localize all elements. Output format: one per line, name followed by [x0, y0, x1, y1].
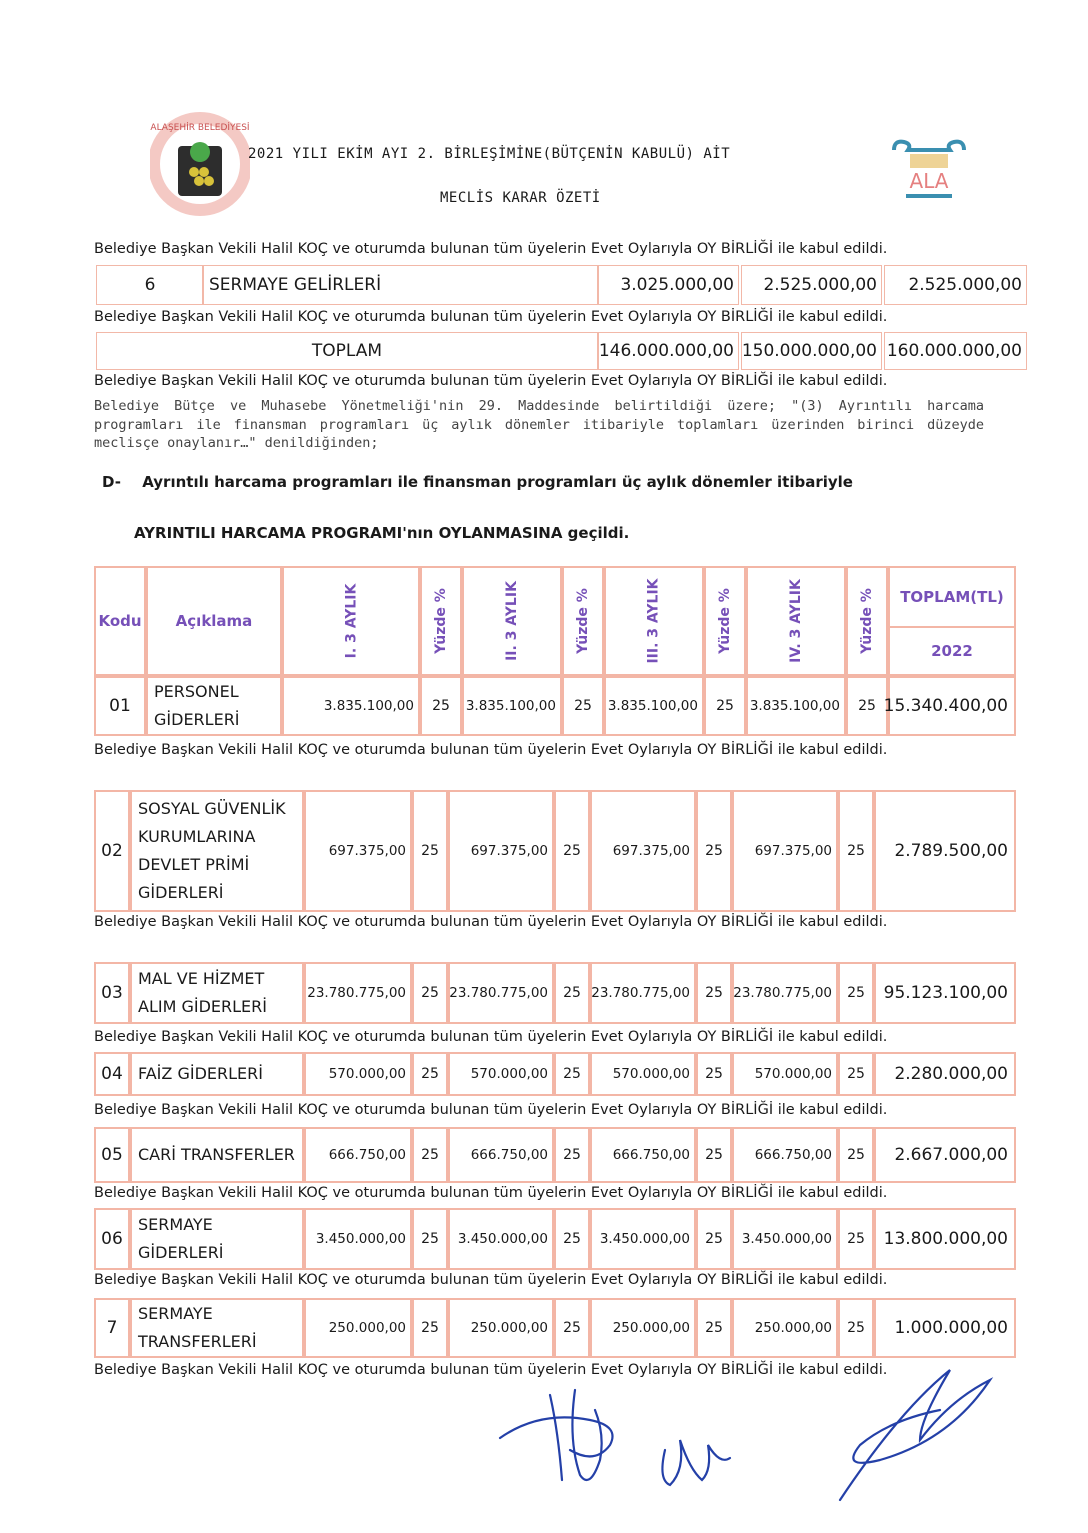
row-percentage: 25: [554, 790, 590, 912]
section-d-line1: Ayrıntılı harcama programları ile finansman programları üç aylık dönemler itibariyle: [142, 473, 853, 491]
row-code: 6: [96, 265, 204, 305]
row-description: [130, 962, 304, 1024]
header-year: 2022: [888, 626, 1016, 676]
row-percentage: 25: [838, 1127, 874, 1183]
header-q2-label: II. 3 AYLIK: [504, 581, 520, 661]
header-description: Açıklama: [146, 566, 282, 676]
row-percentage: 25: [704, 676, 746, 736]
row-label: SERMAYE GELİRLERİ: [202, 265, 598, 305]
vote-result-text: Belediye Başkan Vekili Halil KOÇ ve oturumda bulunan tüm üyelerin Evet Oylarıyla OY BİRLİĞİ ile kabul edildi.: [94, 1185, 888, 1201]
header-q4-label: IV. 3 AYLIK: [787, 579, 804, 663]
row-percentage: 25: [696, 1052, 732, 1096]
row-code: 06: [94, 1208, 130, 1270]
row-description-line: CARİ TRANSFERLER: [138, 1145, 295, 1164]
row-description-line: GİDERLERİ: [138, 1243, 224, 1262]
row-description: [130, 1298, 304, 1358]
row-percentage: 25: [412, 962, 448, 1024]
vote-result-text: Belediye Başkan Vekili Halil KOÇ ve oturumda bulunan tüm üyelerin Evet Oylarıyla OY BİRLİĞİ ile kabul edildi.: [94, 914, 888, 930]
row-quarter-amount: 666.750,00: [448, 1127, 554, 1183]
row-description-line: KURUMLARINA: [138, 827, 256, 846]
row-percentage: 25: [838, 962, 874, 1024]
row-quarter-amount: 3.835.100,00: [282, 676, 420, 736]
header-total: TOPLAM(TL): [888, 566, 1016, 628]
row-description: [130, 1127, 304, 1183]
header-q4: [746, 566, 846, 676]
row-percentage: 25: [412, 1127, 448, 1183]
row-percentage: 25: [846, 676, 888, 736]
row-percentage: 25: [554, 1127, 590, 1183]
row-percentage: 25: [838, 1052, 874, 1096]
total-value: 150.000.000,00: [741, 332, 882, 370]
header-q1: [282, 566, 420, 676]
row-percentage: 25: [412, 1052, 448, 1096]
row-quarter-amount: 3.450.000,00: [732, 1208, 838, 1270]
section-d-heading: [102, 473, 853, 491]
row-description-line: DEVLET PRİMİ: [138, 855, 250, 874]
vote-result-text: Belediye Başkan Vekili Halil KOÇ ve oturumda bulunan tüm üyelerin Evet Oylarıyla OY BİRLİĞİ ile kabul edildi.: [94, 1102, 888, 1118]
row-quarter-amount: 570.000,00: [304, 1052, 412, 1096]
total-label: TOPLAM: [96, 332, 598, 370]
row-quarter-amount: 666.750,00: [304, 1127, 412, 1183]
row-quarter-amount: 3.835.100,00: [746, 676, 846, 736]
header-pct-label: Yüzde %: [859, 588, 875, 654]
row-description-line: SERMAYE: [138, 1304, 213, 1323]
row-quarter-amount: 23.780.775,00: [590, 962, 696, 1024]
row-percentage: 25: [696, 962, 732, 1024]
row-description: [146, 676, 282, 736]
header-code: Kodu: [94, 566, 146, 676]
header-pct: [562, 566, 604, 676]
section-d-prefix: D-: [102, 473, 121, 491]
vote-result-text: Belediye Başkan Vekili Halil KOÇ ve oturumda bulunan tüm üyelerin Evet Oylarıyla OY BİRLİĞİ ile kabul edildi.: [94, 1362, 888, 1378]
row-quarter-amount: 697.375,00: [304, 790, 412, 912]
row-percentage: 25: [554, 962, 590, 1024]
row-total: 2.789.500,00: [874, 790, 1016, 912]
row-value: 3.025.000,00: [598, 265, 739, 305]
row-percentage: 25: [696, 1208, 732, 1270]
header-pct-label: Yüzde %: [575, 588, 591, 654]
ala-logo: [888, 136, 970, 206]
row-description-line: SOSYAL GÜVENLİK: [138, 799, 286, 818]
row-description: [130, 790, 304, 912]
ala-logo-text: ALA: [909, 169, 949, 193]
header-pct-label: Yüzde %: [433, 588, 449, 654]
header-q3-label: III. 3 AYLIK: [645, 578, 662, 664]
logo-lettering: ALAŞEHİR BELEDİYESİ: [150, 123, 250, 133]
row-value: 2.525.000,00: [884, 265, 1027, 305]
row-quarter-amount: 697.375,00: [448, 790, 554, 912]
row-percentage: 25: [838, 1208, 874, 1270]
row-quarter-amount: 3.450.000,00: [590, 1208, 696, 1270]
row-quarter-amount: 250.000,00: [590, 1298, 696, 1358]
row-code: 04: [94, 1052, 130, 1096]
total-value: 146.000.000,00: [598, 332, 739, 370]
regulation-paragraph: Belediye Bütçe ve Muhasebe Yönetmeliği'nin 29. Maddesinde belirtildiği üzere; "(3) Ayrıntılı harcama programları ile finansman programları üç aylık dönemler itibariyle toplamları üzerinden birinci düzeyde meclisçe onaylanır…" denildiğinden;: [94, 398, 984, 451]
row-percentage: 25: [696, 790, 732, 912]
header-pct: [846, 566, 888, 676]
row-quarter-amount: 250.000,00: [732, 1298, 838, 1358]
total-value: 160.000.000,00: [884, 332, 1027, 370]
document-title: 2021 YILI EKİM AYI 2. BİRLEŞİMİNE(BÜTÇENİN KABULÜ) AİT: [248, 146, 731, 162]
row-quarter-amount: 666.750,00: [590, 1127, 696, 1183]
row-percentage: 25: [838, 790, 874, 912]
row-percentage: 25: [562, 676, 604, 736]
row-percentage: 25: [412, 1298, 448, 1358]
row-percentage: 25: [554, 1298, 590, 1358]
row-percentage: 25: [696, 1127, 732, 1183]
row-code: 02: [94, 790, 130, 912]
row-quarter-amount: 23.780.775,00: [448, 962, 554, 1024]
row-value: 2.525.000,00: [741, 265, 882, 305]
row-description-line: MAL VE HİZMET: [138, 969, 265, 988]
row-description-line: PERSONEL: [154, 682, 239, 701]
vote-result-text: Belediye Başkan Vekili Halil KOÇ ve oturumda bulunan tüm üyelerin Evet Oylarıyla OY BİRLİĞİ ile kabul edildi.: [94, 1272, 888, 1288]
row-percentage: 25: [420, 676, 462, 736]
row-quarter-amount: 3.450.000,00: [448, 1208, 554, 1270]
row-quarter-amount: 23.780.775,00: [732, 962, 838, 1024]
row-description: [130, 1052, 304, 1096]
row-quarter-amount: 697.375,00: [732, 790, 838, 912]
row-quarter-amount: 3.835.100,00: [462, 676, 562, 736]
row-description-line: ALIM GİDERLERİ: [138, 997, 267, 1016]
row-quarter-amount: 3.450.000,00: [304, 1208, 412, 1270]
row-quarter-amount: 570.000,00: [448, 1052, 554, 1096]
row-description-line: TRANSFERLERİ: [138, 1332, 257, 1351]
row-code: 05: [94, 1127, 130, 1183]
header-pct-label: Yüzde %: [717, 588, 733, 654]
vote-result-text: Belediye Başkan Vekili Halil KOÇ ve oturumda bulunan tüm üyelerin Evet Oylarıyla OY BİRLİĞİ ile kabul edildi.: [94, 1029, 888, 1045]
row-quarter-amount: 3.835.100,00: [604, 676, 704, 736]
vote-result-text: Belediye Başkan Vekili Halil KOÇ ve oturumda bulunan tüm üyelerin Evet Oylarıyla OY BİRLİĞİ ile kabul edildi.: [94, 742, 888, 758]
row-total: 15.340.400,00: [888, 676, 1016, 736]
row-total: 13.800.000,00: [874, 1208, 1016, 1270]
row-total: 1.000.000,00: [874, 1298, 1016, 1358]
row-description: [130, 1208, 304, 1270]
row-percentage: 25: [412, 1208, 448, 1270]
vote-result-text: Belediye Başkan Vekili Halil KOÇ ve oturumda bulunan tüm üyelerin Evet Oylarıyla OY BİRLİĞİ ile kabul edildi.: [94, 373, 888, 389]
row-total: 95.123.100,00: [874, 962, 1016, 1024]
row-percentage: 25: [838, 1298, 874, 1358]
row-percentage: 25: [554, 1052, 590, 1096]
row-quarter-amount: 23.780.775,00: [304, 962, 412, 1024]
header-q2: [462, 566, 562, 676]
alasehir-municipality-logo: [150, 112, 250, 217]
header-pct: [704, 566, 746, 676]
header-q3: [604, 566, 704, 676]
row-percentage: 25: [554, 1208, 590, 1270]
row-code: 03: [94, 962, 130, 1024]
row-description-line: GİDERLERİ: [138, 883, 224, 902]
row-description-line: GİDERLERİ: [154, 710, 240, 729]
row-percentage: 25: [696, 1298, 732, 1358]
row-total: 2.667.000,00: [874, 1127, 1016, 1183]
row-quarter-amount: 697.375,00: [590, 790, 696, 912]
row-description-line: FAİZ GİDERLERİ: [138, 1064, 263, 1083]
vote-result-text: Belediye Başkan Vekili Halil KOÇ ve oturumda bulunan tüm üyelerin Evet Oylarıyla OY BİRLİĞİ ile kabul edildi.: [94, 241, 888, 257]
handwritten-signatures: [480, 1350, 1020, 1530]
header-q1-label: I. 3 AYLIK: [342, 583, 359, 659]
row-code: 01: [94, 676, 146, 736]
row-quarter-amount: 570.000,00: [590, 1052, 696, 1096]
row-code: 7: [94, 1298, 130, 1358]
document-subtitle: MECLİS KARAR ÖZETİ: [440, 190, 601, 206]
row-quarter-amount: 570.000,00: [732, 1052, 838, 1096]
row-quarter-amount: 666.750,00: [732, 1127, 838, 1183]
header-pct: [420, 566, 462, 676]
row-description-line: SERMAYE: [138, 1215, 213, 1234]
vote-result-text: Belediye Başkan Vekili Halil KOÇ ve oturumda bulunan tüm üyelerin Evet Oylarıyla OY BİRLİĞİ ile kabul edildi.: [94, 309, 888, 325]
row-quarter-amount: 250.000,00: [448, 1298, 554, 1358]
row-total: 2.280.000,00: [874, 1052, 1016, 1096]
section-d-line2: AYRINTILI HARCAMA PROGRAMI'nın OYLANMASINA geçildi.: [134, 524, 630, 542]
row-quarter-amount: 250.000,00: [304, 1298, 412, 1358]
row-percentage: 25: [412, 790, 448, 912]
